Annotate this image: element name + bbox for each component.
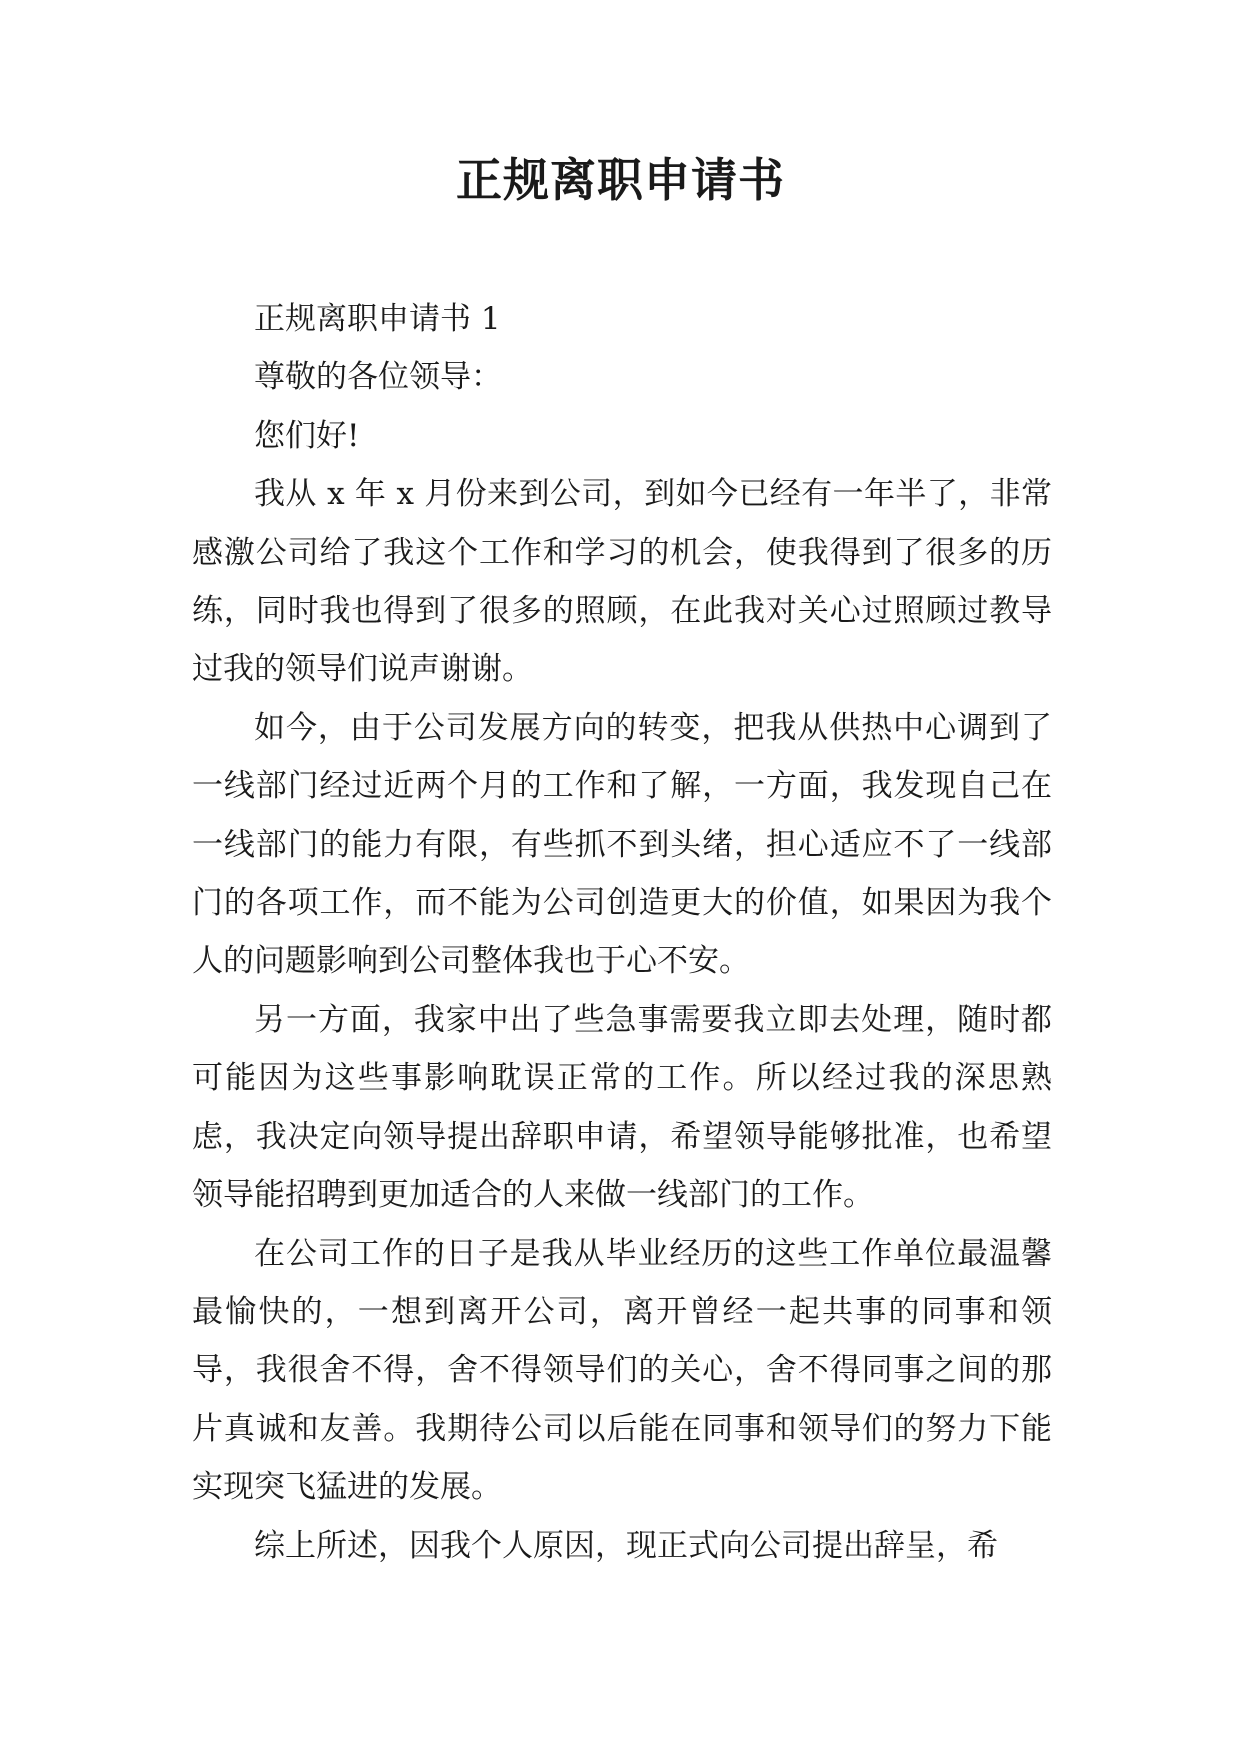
paragraph-salutation: 尊敬的各位领导：: [254, 359, 502, 396]
paragraph-conclusion: 综上所述，因我个人原因，现正式向公司提出辞呈，希: [254, 1527, 998, 1564]
document-body: [192, 290, 1052, 1575]
paragraph-heading: 正规离职申请书 1: [254, 301, 501, 337]
paragraph-reason-one: 如今，由于公司发展方向的转变，把我从供热中心调到了一线部门经过近两个月的工作和了解，一方面，我发现自己在一线部门的能力有限，有些抓不到头绪，担心适应不了一线部门的各项工作，而不能为公司创造更大的价值，如果因为我个人的问题影响到公司整体我也于心不安。: [192, 709, 1052, 980]
paragraph-greeting: 您们好!: [254, 417, 360, 454]
document-title: 正规离职申请书: [456, 153, 785, 207]
paragraph-intro: 我从 x 年 x 月份来到公司，到如今已经有一年半了，非常感激公司给了我这个工作和学习的机会，使我得到了很多的历练，同时我也得到了很多的照顾，在此我对关心过照顾过教导过我的领导们说声谢谢。: [192, 476, 1052, 688]
paragraph-reason-two: 另一方面，我家中出了些急事需要我立即去处理，随时都可能因为这些事影响耽误正常的工作。所以经过我的深思熟虑，我决定向领导提出辞职申请，希望领导能够批准，也希望领导能招聘到更加适合的人来做一线部门的工作。: [192, 1001, 1052, 1214]
paragraph-gratitude: 在公司工作的日子是我从毕业经历的这些工作单位最温馨最愉快的，一想到离开公司，离开曾经一起共事的同事和领导，我很舍不得，舍不得领导们的关心，舍不得同事之间的那片真诚和友善。我期待公司以后能在同事和领导们的努力下能实现突飞猛进的发展。: [192, 1235, 1052, 1506]
